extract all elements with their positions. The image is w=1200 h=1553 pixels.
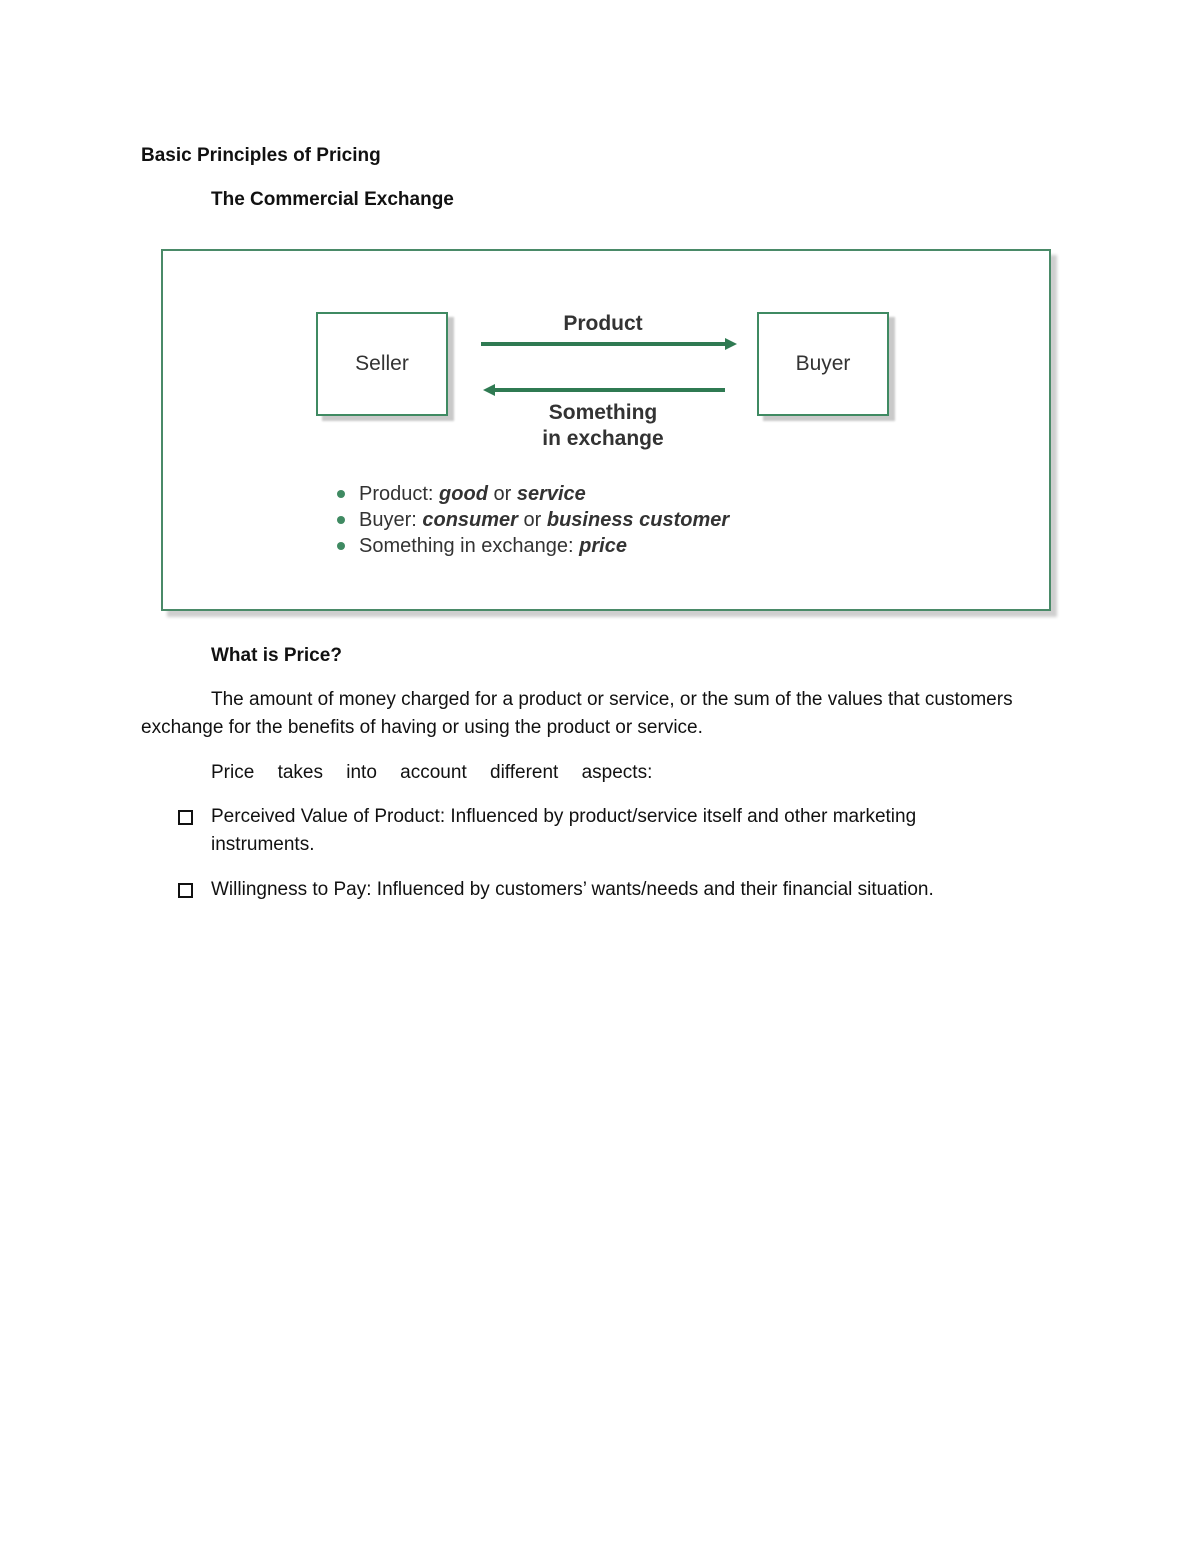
figure-bullet-list bbox=[333, 481, 729, 559]
aspects-intro: Price takes into account different aspects: bbox=[211, 762, 653, 783]
figure-bullet-item bbox=[333, 481, 729, 507]
seller-box bbox=[316, 312, 448, 416]
bullet-dot-icon bbox=[337, 490, 345, 498]
bullet-term: service bbox=[516, 483, 586, 505]
figure-bullet-item bbox=[333, 507, 729, 533]
buyer-label: Buyer bbox=[795, 352, 851, 375]
bullet-term: consumer bbox=[422, 509, 518, 531]
buyer-box bbox=[757, 312, 889, 416]
bullet-term: price bbox=[579, 535, 627, 557]
checkbox-bullet-icon bbox=[178, 883, 193, 898]
exchange-arrow-label bbox=[483, 400, 723, 452]
commercial-exchange-figure bbox=[161, 249, 1051, 611]
section-heading-commercial-exchange: The Commercial Exchange bbox=[211, 189, 454, 210]
bullet-prefix: Buyer: bbox=[359, 509, 423, 531]
bullet-joiner: or bbox=[517, 509, 547, 531]
aspect-text: Willingness to Pay: Influenced by customers’ wants/needs and their financial situation. bbox=[211, 879, 934, 900]
aspect-list-item bbox=[178, 803, 978, 859]
page-title: Basic Principles of Pricing bbox=[141, 145, 381, 166]
bullet-term: business customer bbox=[546, 509, 730, 531]
exchange-label-line-1: Something bbox=[548, 401, 658, 424]
checkbox-bullet-icon bbox=[178, 810, 193, 825]
bullet-term: good bbox=[439, 483, 488, 505]
exchange-label-line-2: in exchange bbox=[542, 427, 664, 450]
bullet-joiner: or bbox=[487, 483, 517, 505]
product-arrow-label: Product bbox=[563, 312, 643, 335]
bullet-dot-icon bbox=[337, 516, 345, 524]
seller-label: Seller bbox=[355, 352, 409, 375]
bullet-dot-icon bbox=[337, 542, 345, 550]
section-heading-what-is-price: What is Price? bbox=[211, 645, 342, 666]
exchange-arrow-left-icon bbox=[483, 384, 725, 396]
aspect-list-item bbox=[178, 876, 978, 904]
bullet-prefix: Product: bbox=[359, 483, 440, 505]
figure-bullet-item bbox=[333, 533, 729, 559]
exchange-arrows bbox=[473, 331, 753, 401]
product-arrow-right-icon bbox=[481, 338, 737, 350]
price-definition-paragraph: The amount of money charged for a product or service, or the sum of the values that customers exchange for the benefits of having or using the product or service. bbox=[141, 689, 1013, 738]
aspect-text: Perceived Value of Product: Influenced by product/service itself and other marketing instruments. bbox=[211, 806, 917, 855]
bullet-prefix: Something in exchange: bbox=[359, 535, 580, 557]
